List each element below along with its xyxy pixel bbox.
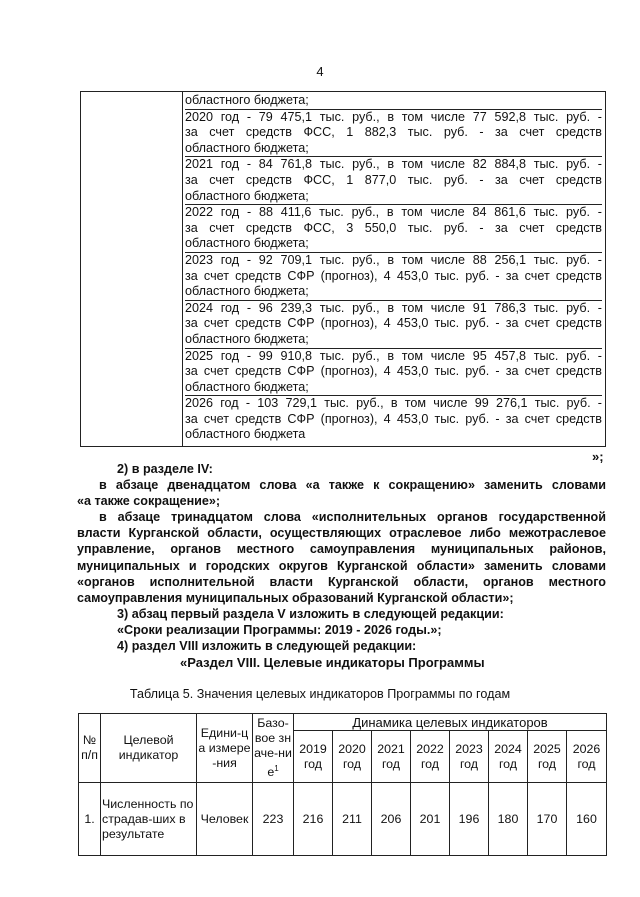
cell-value: 170 [528,783,567,856]
funding-line: за счет средств СФР (прогноз), 4 453,0 тыс. руб. - за счет средств [185,364,602,379]
funding-line: за счет средств СФР (прогноз), 4 453,0 тыс. руб. - за счет средств [185,411,602,426]
section-title: «Раздел VIII. Целевые индикаторы Программы [180,655,485,670]
funding-line: 2020 год - 79 475,1 тыс. руб., в том числе 77 592,8 тыс. руб. - [185,109,602,124]
funding-line: за счет средств СФР (прогноз), 4 453,0 тыс. руб. - за счет средств [185,316,602,331]
header-unit: Едини-ца измере-ния [197,714,253,783]
amendment-text [77,461,606,654]
header-year: 2023 год [450,731,489,783]
funding-line: 2025 год - 99 910,8 тыс. руб., в том числе 95 457,8 тыс. руб. - [185,348,602,363]
cell-value: 180 [489,783,528,856]
cell-indicator: Численность пострадав-ших в результате [101,783,197,856]
cell-value: 206 [372,783,411,856]
indicators-table [78,713,607,856]
header-year: 2020 год [333,731,372,783]
funding-line: за счет средств ФСС, 1 877,0 тыс. руб. - за счет средств [185,172,602,187]
header-dynamics: Динамика целевых индикаторов [294,714,607,731]
table-row [79,783,607,856]
paragraph: «органов исполнительной власти Курганской области, органов местного [77,574,606,589]
funding-line: областного бюджета; [185,140,309,155]
funding-line: за счет средств СФР (прогноз), 4 453,0 тыс. руб. - за счет средств [185,268,602,283]
table-caption: Таблица 5. Значения целевых индикаторов Программы по годам [129,687,511,701]
paragraph: в абзаце двенадцатом слова «а также к сокращению» заменить словами [99,478,606,493]
cell-value: 160 [567,783,607,856]
header-year: 2024 год [489,731,528,783]
funding-text [185,93,602,443]
header-year: 2021 год [372,731,411,783]
header-year: 2026 год [567,731,607,783]
paragraph: в абзаце тринадцатом слова «исполнительных органов государственной [99,510,606,525]
funding-line: 2022 год - 88 411,6 тыс. руб., в том числе 84 861,6 тыс. руб. - [185,205,602,220]
header-year: 2022 год [411,731,450,783]
funding-line: областного бюджета; [185,331,309,346]
cell-num: 1. [79,783,101,856]
funding-line: за счет средств ФСС, 1 882,3 тыс. руб. - за счет средств [185,125,602,140]
paragraph: власти Курганской области, осуществляющих отраслевое либо межотраслевое [77,526,606,541]
header-num: № п/п [79,714,101,783]
paragraph: муниципальных и городских округов Курганской области» заменить словами [77,558,606,573]
funding-line: областного бюджета; [185,188,309,203]
header-year: 2019 год [294,731,333,783]
cell-value: 216 [294,783,333,856]
cell-value: 196 [450,783,489,856]
paragraph: 2) в разделе IV: [117,462,213,476]
cell-value: 211 [333,783,372,856]
cell-base: 223 [253,783,294,856]
funding-line: 2026 год - 103 729,1 тыс. руб., в том числе 99 276,1 тыс. руб. - [185,396,602,411]
funding-line: областного бюджета; [185,284,309,299]
paragraph: 3) абзац первый раздела V изложить в следующей редакции: [117,606,504,621]
funding-line: 2023 год - 92 709,1 тыс. руб., в том числе 88 256,1 тыс. руб. - [185,252,602,267]
paragraph: самоуправления муниципальных образований Курганской области»; [77,590,514,605]
funding-table-fragment [80,91,606,447]
paragraph: управление, органов местного самоуправления муниципальных районов, [77,542,606,557]
paragraph: «Сроки реализации Программы: 2019 - 2026 годы.»; [117,622,442,637]
funding-line: областного бюджета; [185,93,309,107]
cell-value: 201 [411,783,450,856]
funding-line: областного бюджета [185,427,306,442]
paragraph: 4) раздел VIII изложить в следующей редакции: [117,639,417,654]
paragraph: «а также сокращение»; [77,494,221,509]
header-year: 2025 год [528,731,567,783]
funding-line: 2021 год - 84 761,8 тыс. руб., в том числе 82 884,8 тыс. руб. - [185,157,602,172]
funding-line: 2024 год - 96 239,3 тыс. руб., в том числе 91 786,3 тыс. руб. - [185,300,602,315]
table-header-row [79,714,607,731]
cell-unit: Человек [197,783,253,856]
funding-line: областного бюджета; [185,379,309,394]
closing-quote: »; [592,449,604,464]
funding-line: областного бюджета; [185,236,309,251]
page-number: 4 [316,64,324,79]
funding-line: за счет средств ФСС, 3 550,0 тыс. руб. - за счет средств [185,220,602,235]
header-indicator: Целевой индикатор [101,714,197,783]
header-base: Базо-вое значе-ние$^1$ [253,714,294,783]
table-column-divider [182,92,183,446]
